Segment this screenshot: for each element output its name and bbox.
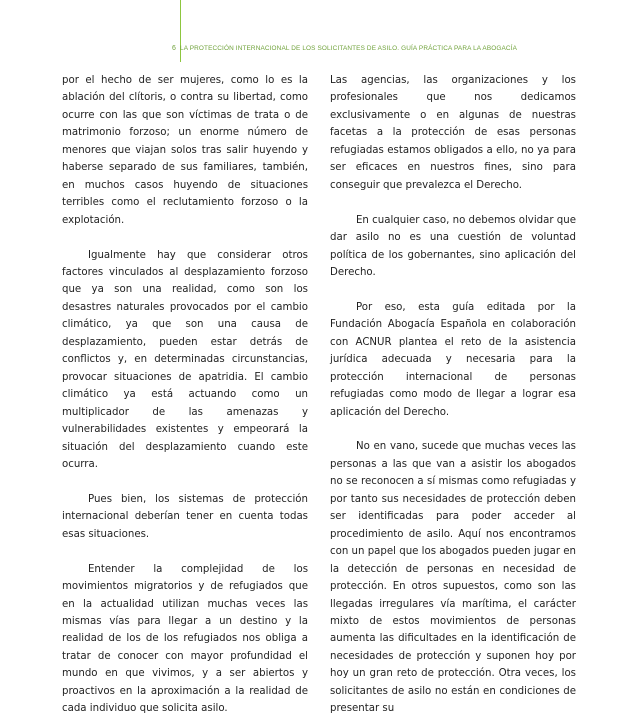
paragraph: Entender la complejidad de los movimientos migratorios y de refugiados que en la actualidad utilizan muchas veces las mismas vías para llegar a un destino y la realidad de los de los refugiados nos obliga a tratar de conocer con mayor profundidad el mundo en que vivimos, y a ser abiertos y proactivos en la aproximación a la realidad de cada individuo que solicita asilo. [62, 563, 308, 715]
paragraph: por el hecho de ser mujeres, como lo es la ablación del clítoris, o contra su libertad, como ocurre con las que son víctimas de trata o de matrimonio forzoso; un enorme número de menores que viajan solos tras salir huyendo y haberse separado de sus familiares, también, en muchos casos huyendo de situaciones terribles como el reclutamiento forzoso o la explotación. [62, 75, 308, 226]
paragraph: En cualquier caso, no debemos olvidar que dar asilo no es una cuestión de voluntad política de los gobernantes, sino aplicación del Derecho. [330, 214, 576, 278]
page-number: 6 [172, 45, 177, 52]
paragraph: Pues bien, los sistemas de protección internacional deberían tener en cuenta todas esas situaciones. [62, 493, 308, 540]
paragraph: Igualmente hay que considerar otros factores vinculados al desplazamiento forzoso que ya son una realidad, como son los desastres naturales provocados por el cambio climático, ya que son una causa de desplazamiento, pueden estar detrás de conflictos y, en determinadas circunstancias, provocar situaciones de apatridia. El cambio climático ya está actuando como un multiplicador de las amenazas y vulnerabilidades existentes y empeorará la situación del desplazamiento cuando este ocurra. [62, 249, 308, 470]
paragraph: No en vano, sucede que muchas veces las personas a las que van a asistir los abogados no se reconocen a sí mismas como refugiadas y por tanto sus necesidades de protección deben ser identificadas para poder acceder al procedimiento de asilo. Aquí nos encontramos con un papel que los abogados pueden jugar en la detección de personas en necesidad de protección. En otros supuestos, como son las llegadas irregulares vía marítima, el carácter mixto de estos movimientos de personas aumenta las dificultades en la identificación de necesidades de protección y suponen hoy por hoy un gran reto de protección. Otra veces, los solicitantes de asilo no están en condiciones de presentar su [330, 441, 576, 715]
left-text-column [62, 72, 308, 718]
header-accent-rule [180, 0, 181, 62]
running-header [172, 45, 517, 52]
paragraph: Por eso, esta guía editada por la Fundación Abogacía Española en colaboración con ACNUR plantea el reto de la asistencia jurídica adecuada y necesaria para la protección internacional de personas refugiadas como modo de llegar a lograr esa aplicación del Derecho. [330, 301, 576, 418]
running-title: LA PROTECCIÓN INTERNACIONAL DE LOS SOLICITANTES DE ASILO. GUÍA PRÁCTICA PARA LA ABOGACÍA [180, 45, 518, 52]
right-text-column [330, 72, 576, 718]
paragraph: Las agencias, las organizaciones y los profesionales que nos dedicamos exclusivamente o en algunas de nuestras facetas a la protección de esas personas refugiadas estamos obligados a ello, no ya para ser eficaces en nuestros fines, sino para conseguir que prevalezca el Derecho. [330, 75, 576, 191]
